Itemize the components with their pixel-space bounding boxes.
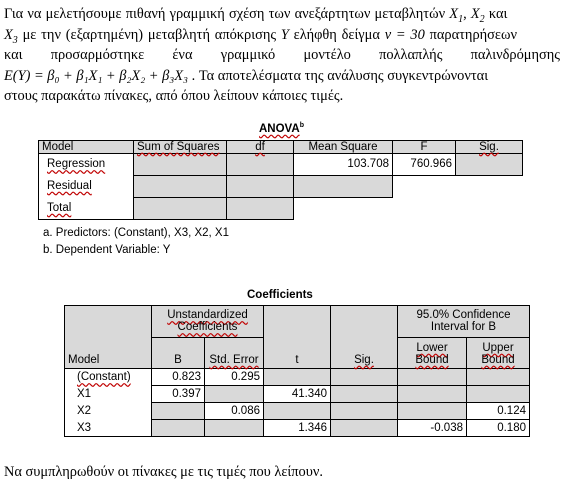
coef-cell-b: 0.823: [152, 369, 205, 386]
coef-row-x2: [65, 403, 530, 420]
anova-cell-blank: [456, 176, 523, 198]
coef-header-text: Upper Bound: [481, 342, 515, 366]
anova-row-label: [39, 198, 134, 220]
coef-cell-empty: [264, 369, 331, 386]
coef-cell-empty: [205, 386, 264, 403]
anova-header-row: [39, 141, 523, 154]
anova-cell-empty: [134, 154, 227, 176]
statement-line-1: [4, 4, 560, 25]
coef-row-x1: [65, 386, 530, 403]
anova-cell-empty: [294, 176, 393, 198]
anova-title-text: ANOVA: [259, 122, 300, 135]
coef-row-label-text: (Constant): [77, 371, 131, 384]
anova-header-df: [227, 141, 294, 154]
coef-header-sig: [331, 306, 398, 369]
problem-statement: [4, 4, 560, 107]
statement-line-3: και προσαρμόστηκε ένα γραμμικό μοντέλο πολλαπλής παλινδρόμησης: [4, 47, 560, 64]
statement-line-4: [4, 66, 560, 87]
anova-cell-empty: [134, 198, 227, 220]
anova-cell-empty: [456, 154, 523, 176]
var-symbol: X: [4, 26, 13, 43]
anova-header-text: Sum of Squares: [137, 141, 220, 153]
anova-table: [38, 140, 523, 220]
var-subscript: 3: [12, 34, 18, 46]
anova-footnote-a: a. Predictors: (Constant), X3, X2, X1: [43, 227, 229, 239]
anova-row-label-text: Residual: [47, 180, 92, 192]
coef-cell-upper-bound: 0.124: [467, 403, 530, 420]
coef-header-confidence-interval: [398, 306, 530, 338]
closing-instruction: Να συμπληρωθούν οι πίνακες με τις τιμές που λείπουν.: [4, 464, 323, 480]
anova-footnote-b-text: b. Dependent Variable: Y: [43, 244, 171, 256]
var-x2: [470, 6, 485, 25]
coef-cell-empty: [467, 369, 530, 386]
anova-row-regression: [39, 154, 523, 176]
coef-row-label: X2: [65, 403, 152, 420]
coef-cell-empty: [398, 403, 467, 420]
anova-row-label-text: Regression: [47, 158, 106, 171]
coef-cell-t: 41.340: [264, 386, 331, 403]
text-segment: παρατηρήσεων: [424, 26, 517, 43]
coef-header-model: Model: [65, 306, 152, 369]
coef-cell-lower-bound: -0.038: [398, 420, 467, 437]
coef-header-t: t: [264, 306, 331, 369]
text-segment: . Τα αποτελέσματα της ανάλυσης συγκεντρώνονται: [188, 67, 489, 84]
coef-cell-b: 0.397: [152, 386, 205, 403]
coef-row-constant: [65, 369, 530, 386]
coef-header-text: Sig.: [354, 354, 374, 366]
coef-row-label: X3: [65, 420, 152, 437]
coef-cell-empty: [205, 420, 264, 437]
anova-row-total: [39, 198, 523, 220]
anova-header-text: Sig.: [479, 141, 499, 153]
coef-row-label: X1: [65, 386, 152, 403]
var-symbol: X: [449, 6, 459, 22]
coefficients-title: Coefficients: [247, 289, 313, 301]
anova-row-residual: [39, 176, 523, 198]
anova-cell-blank: [456, 198, 523, 220]
coef-cell-empty: [398, 386, 467, 403]
coef-cell-upper-bound: 0.180: [467, 420, 530, 437]
var-x1: [449, 6, 464, 25]
coef-cell-empty: [264, 403, 331, 420]
coef-row-label: [65, 369, 152, 386]
coef-cell-empty: [398, 369, 467, 386]
coef-cell-t: 1.346: [264, 420, 331, 437]
coef-row-x3: [65, 420, 530, 437]
statement-line-2: [4, 25, 560, 46]
regression-model-formula: E(Y) = β₀ + β₁X₁ + β₂X₂ + β₃X₃: [4, 67, 189, 84]
coef-cell-empty: [152, 420, 205, 437]
anova-cell-empty: [134, 176, 227, 198]
var-subscript: 1: [458, 13, 464, 25]
text-segment: ,: [463, 6, 471, 22]
text-segment: με την (εξαρτημένη) μεταβλητή απόκρισης: [17, 26, 281, 43]
coef-cell-empty: [331, 386, 398, 403]
coef-cell-empty: [331, 403, 398, 420]
coefficients-table: [64, 305, 530, 437]
coef-header-upper-bound: [467, 337, 530, 369]
anova-header-model: Model: [39, 141, 134, 154]
var-symbol: X: [470, 6, 480, 22]
coef-header-text: Unstandardized Coefficients: [167, 309, 248, 334]
anova-footnote-b: [43, 244, 170, 256]
text-segment: ελήφθη δείγμα: [288, 26, 385, 43]
coef-header-std-error: [205, 337, 264, 369]
statement-line-5: στους παρακάτω πίνακες, από όπου λείπουν κάποιες τιμές.: [4, 88, 344, 105]
anova-cell-mean-square: 103.708: [294, 154, 393, 176]
coef-header-text: Std. Error: [209, 354, 259, 366]
anova-row-label-text: Total: [47, 201, 72, 214]
anova-header-text: df: [255, 141, 265, 153]
anova-header-sum-of-squares: [134, 141, 227, 154]
text-segment: και: [484, 6, 508, 22]
anova-header-sig: [456, 141, 523, 154]
anova-cell-blank: [393, 198, 456, 220]
coef-cell-std-error: 0.295: [205, 369, 264, 386]
anova-cell-empty: [227, 154, 294, 176]
anova-cell-blank: [393, 176, 456, 198]
coef-header-lower-bound: [398, 337, 467, 369]
var-subscript: 2: [479, 13, 485, 25]
coef-cell-std-error: 0.086: [205, 403, 264, 420]
anova-cell-blank: [294, 198, 393, 220]
coef-cell-empty: [331, 420, 398, 437]
anova-cell-empty: [227, 176, 294, 198]
anova-title-footnote-mark: b: [299, 122, 304, 129]
anova-cell-f: 760.966: [393, 154, 456, 176]
sample-size: ν = 30: [384, 26, 425, 43]
coef-cell-empty: [467, 386, 530, 403]
anova-title: [259, 122, 304, 135]
anova-cell-empty: [227, 198, 294, 220]
anova-header-f: F: [393, 141, 456, 154]
coef-header-unstandardized: [152, 306, 264, 338]
coef-header-row-1: [65, 306, 530, 338]
anova-row-label: [39, 176, 134, 198]
text-segment: Για να μελετήσουμε πιθανή γραμμική σχέση των ανεξάρτητων μεταβλητών: [4, 6, 450, 22]
anova-row-label: [39, 154, 134, 176]
coef-header-text: Lower Bound: [415, 342, 449, 366]
var-x3: [4, 26, 18, 46]
anova-header-mean-square: Mean Square: [294, 141, 393, 154]
coef-cell-empty: [331, 369, 398, 386]
var-y: Y: [280, 26, 289, 43]
coef-header-text: 95.0% Confidence Interval for B: [416, 309, 511, 334]
coef-cell-empty: [152, 403, 205, 420]
coef-header-b: B: [152, 337, 205, 369]
